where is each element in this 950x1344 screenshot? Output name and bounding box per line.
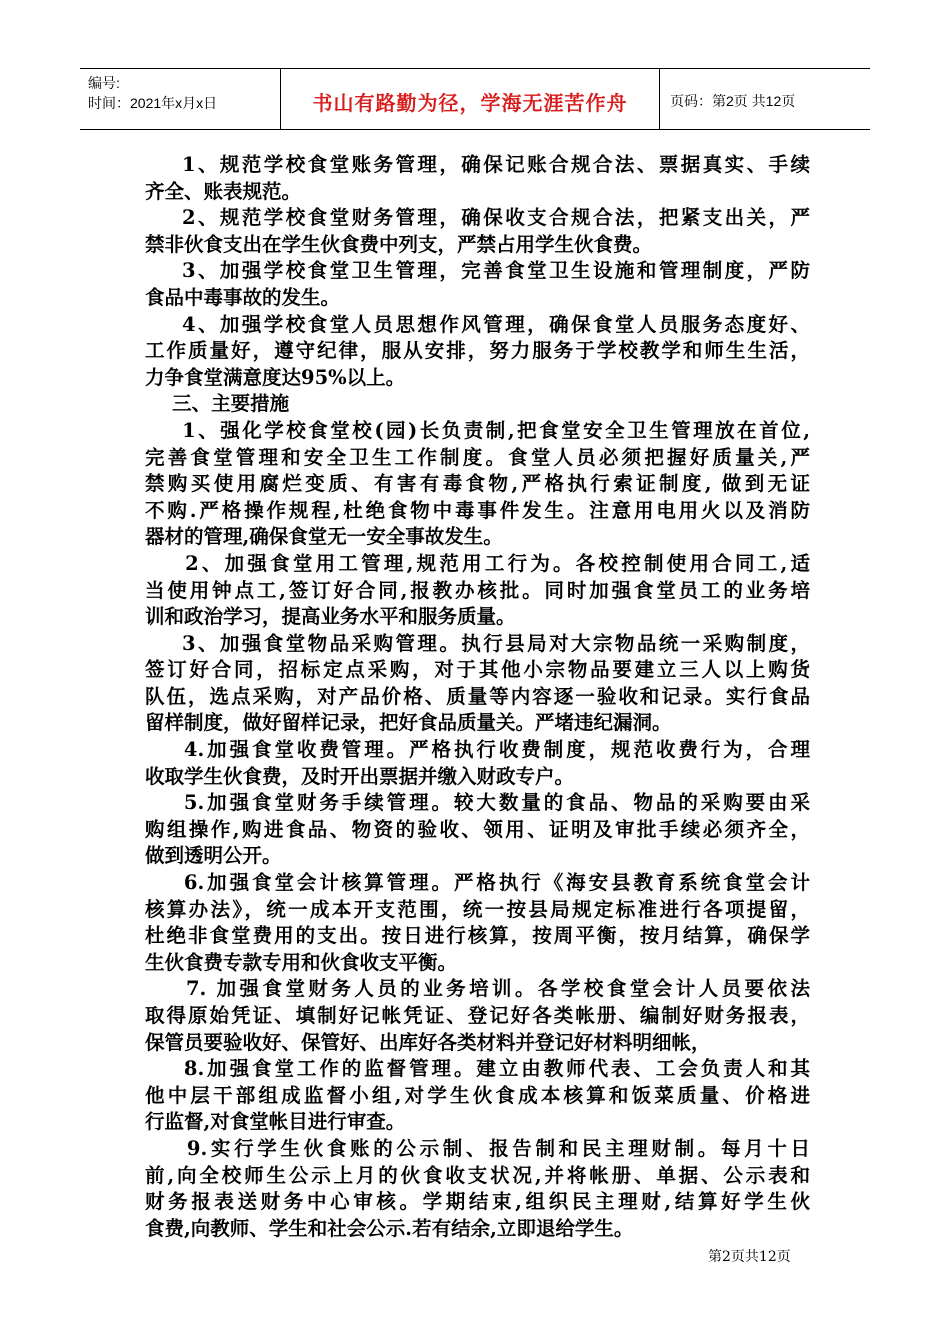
footer-page-number: 第2页共12页 (708, 1249, 791, 1265)
body-line: 财务报表送财务中心审核。学期结束,组织民主理财,结算好学生伙 (145, 1190, 810, 1214)
body-line: 当使用钟点工,签订好合同,报教办核批。同时加强食堂员工的业务培 (145, 578, 810, 602)
body-line: 9.实行学生伙食账的公示制、报告制和民主理财制。每月十日 (145, 1136, 810, 1160)
body-line: 4、加强学校食堂人员思想作风管理，确保食堂人员服务态度好、 (145, 312, 810, 336)
body-line: 2、规范学校食堂财务管理，确保收支合规合法，把紧支出关，严 (145, 206, 810, 230)
page-header (80, 68, 870, 130)
body-line: 3、加强学校食堂卫生管理，完善食堂卫生设施和管理制度，严防 (145, 259, 810, 283)
body-line: 1、规范学校食堂账务管理，确保记账合规合法、票据真实、手续 (145, 153, 810, 176)
body-line: 取得原始凭证、填制好记帐凭证、登记好各类帐册、编制好财务报表， (145, 1004, 810, 1027)
body-line: 器材的管理,确保食堂无一安全事故发生。 (145, 525, 503, 549)
body-line: 食费,向教师、学生和社会公示.若有结余,立即退给学生。 (145, 1216, 634, 1240)
body-line: 6.加强食堂会计核算管理。严格执行《海安县教育系统食堂会计 (145, 871, 810, 895)
body-line: 禁非伙食支出在学生伙食费中列支，严禁占用学生伙食费。 (145, 232, 653, 256)
body-line: 齐全、账表规范。 (145, 179, 302, 203)
body-line: 力争食堂满意度达95%以上。 (145, 365, 406, 389)
body-line: 4.加强食堂收费管理。严格执行收费制度，规范收费行为，合理 (145, 738, 810, 762)
header-page-info: 页码：第2页 共12页 (670, 93, 796, 109)
body-line: 他中层干部组成监督小组,对学生伙食成本核算和饭菜质量、价格进 (145, 1083, 810, 1107)
body-line: 签订好合同，招标定点采购，对于其他小宗物品要建立三人以上购货 (145, 658, 810, 682)
document-body (145, 152, 810, 1242)
header-slogan: 书山有路勤为径，学海无涯苦作舟 (312, 90, 628, 115)
body-line: 行监督,对食堂帐目进行审查。 (145, 1110, 406, 1134)
body-line: 保管员要验收好、保管好、出库好各类材料并登记好材料明细帐， (145, 1030, 711, 1054)
body-line: 5.加强食堂财务手续管理。较大数量的食品、物品的采购要由采 (145, 791, 810, 815)
body-line: 工作质量好，遵守纪律，服从安排，努力服务于学校教学和师生生活， (145, 339, 810, 363)
header-slogan-cell (280, 69, 660, 129)
header-page-info-cell (660, 69, 870, 129)
body-line: 3、加强食堂物品采购管理。执行县局对大宗物品统一采购制度， (145, 631, 810, 655)
body-line: 7. 加强食堂财务人员的业务培训。各学校食堂会计人员要依法 (145, 977, 810, 1001)
body-line: 前,向全校师生公示上月的伙食收支状况,并将帐册、单据、公示表和 (145, 1163, 810, 1187)
body-line: 2、加强食堂用工管理,规范用工行为。各校控制使用合同工,适 (145, 551, 810, 575)
body-line: 队伍，选点采购，对产品价格、质量等内容逐一验收和记录。实行食品 (145, 684, 810, 708)
body-line: 禁购买使用腐烂变质、有害有毒食物,严格执行索证制度, 做到无证 (145, 472, 810, 496)
body-line: 生伙食费专款专用和伙食收支平衡。 (145, 950, 458, 974)
document-number-label: 编号: (88, 75, 120, 91)
body-line: 食品中毒事故的发生。 (145, 285, 341, 309)
body-line: 三、主要措施 (145, 392, 290, 416)
document-date: 时间：2021年x月x日 (88, 95, 218, 111)
body-line: 做到透明公开。 (145, 844, 282, 868)
body-line: 不购.严格操作规程,杜绝食物中毒事件发生。注意用电用火以及消防 (145, 498, 810, 522)
body-line: 收取学生伙食费，及时开出票据并缴入财政专户。 (145, 764, 575, 788)
page-footer (708, 1246, 791, 1266)
body-line: 完善食堂管理和安全卫生工作制度。食堂人员必须把握好质量关,严 (145, 445, 810, 469)
body-line: 杜绝非食堂费用的支出。按日进行核算，按周平衡，按月结算，确保学 (145, 924, 810, 948)
body-line: 1、强化学校食堂校(园)长负责制,把食堂安全卫生管理放在首位, (145, 418, 810, 442)
body-line: 购组操作,购进食品、物资的验收、领用、证明及审批手续必须齐全， (145, 817, 810, 841)
body-line: 留样制度，做好留样记录，把好食品质量关。严堵违纪漏洞。 (145, 711, 672, 735)
body-line: 训和政治学习，提高业务水平和服务质量。 (145, 605, 516, 629)
body-line: 8.加强食堂工作的监督管理。建立由教师代表、工会负责人和其 (145, 1057, 810, 1081)
body-line: 核算办法》，统一成本开支范围，统一按县局规定标准进行各项提留， (145, 897, 810, 921)
header-meta (80, 69, 280, 129)
